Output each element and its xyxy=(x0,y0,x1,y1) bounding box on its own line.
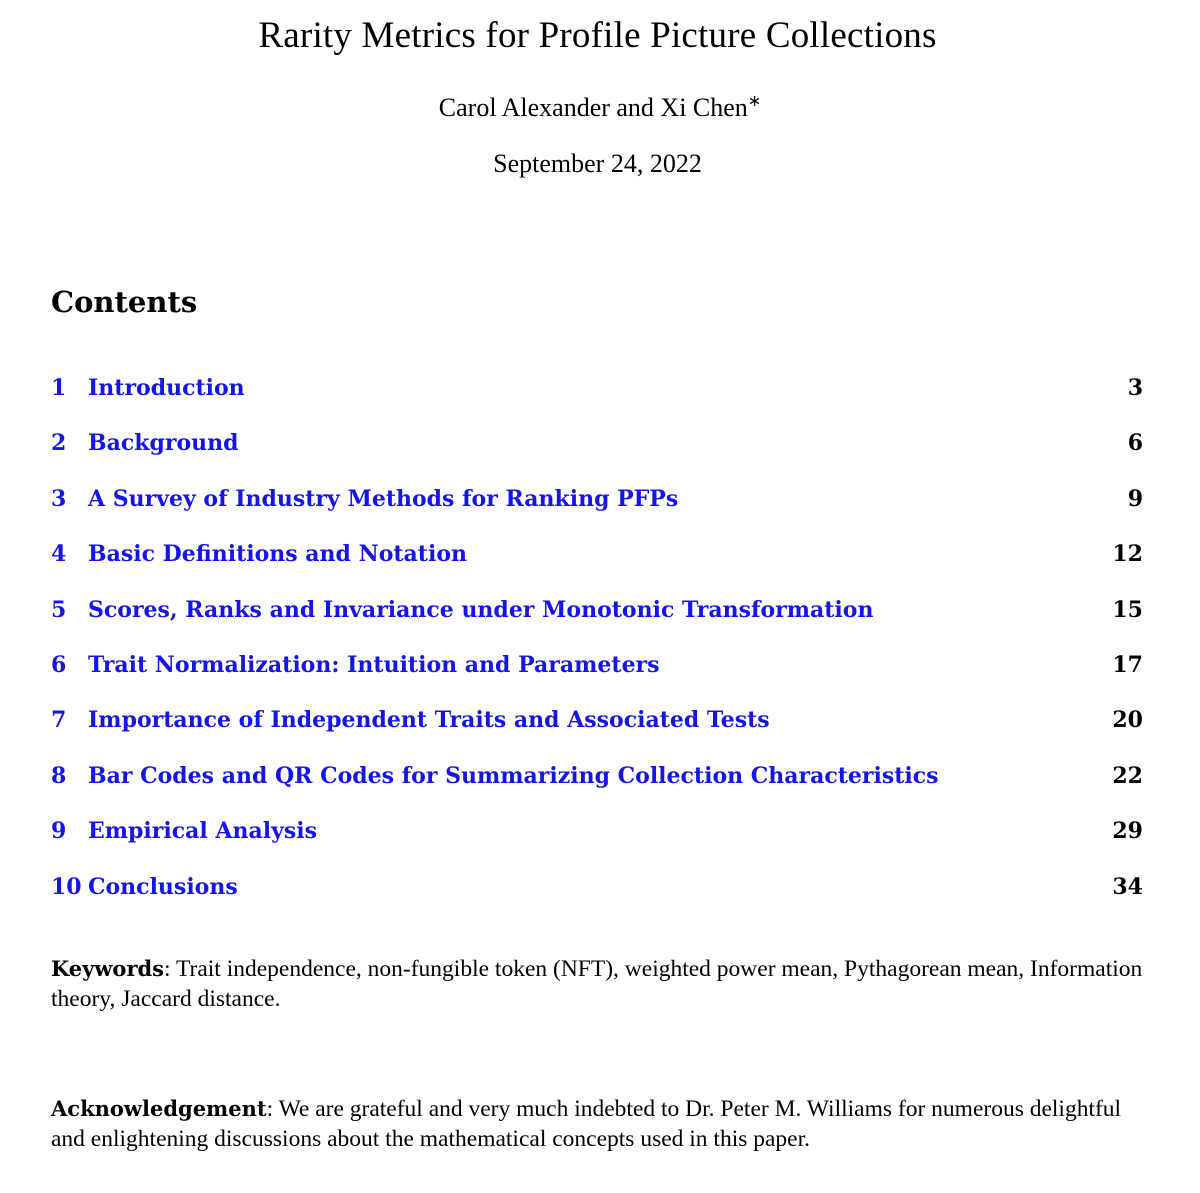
toc-entry[interactable] xyxy=(51,750,1143,805)
toc-page-number: 29 xyxy=(1112,818,1143,845)
toc-page-number: 17 xyxy=(1112,651,1143,678)
toc-section-link[interactable]: Bar Codes and QR Codes for Summarizing Collection Characteristics xyxy=(88,762,939,789)
toc-section-number[interactable]: 1 xyxy=(51,375,67,401)
toc-section-number[interactable]: 3 xyxy=(51,485,67,512)
toc-page-number: 12 xyxy=(1112,541,1143,568)
toc-entry[interactable] xyxy=(51,584,1143,639)
keywords-paragraph xyxy=(51,954,1146,1014)
toc-entry[interactable] xyxy=(51,694,1143,749)
toc-section-number[interactable]: 8 xyxy=(51,762,67,789)
toc-entry[interactable] xyxy=(51,805,1143,860)
toc-entry[interactable] xyxy=(51,473,1143,528)
toc-entry[interactable] xyxy=(51,417,1143,472)
toc-section-link[interactable]: Importance of Independent Traits and Associated Tests xyxy=(88,707,770,734)
toc-section-link[interactable]: A Survey of Industry Methods for Ranking PFPs xyxy=(88,485,679,512)
contents-heading: Contents xyxy=(51,285,198,319)
toc-section-number[interactable]: 6 xyxy=(51,651,67,678)
toc-entry[interactable] xyxy=(51,861,1143,916)
toc-page-number: 20 xyxy=(1112,707,1143,734)
toc-entry[interactable] xyxy=(51,639,1143,694)
keywords-text: : Trait independence, non-fungible token (NFT), weighted power mean, Pythagorean mean, Information theory, Jaccard distance. xyxy=(51,956,1143,1012)
toc-page-number: 9 xyxy=(1127,485,1143,512)
toc-section-link[interactable]: Background xyxy=(88,430,239,457)
toc-section-number[interactable]: 10 xyxy=(51,873,82,900)
paper-title: Rarity Metrics for Profile Picture Collections xyxy=(258,15,937,56)
toc-page-number: 22 xyxy=(1112,762,1143,789)
toc-page-number: 3 xyxy=(1127,375,1143,401)
toc-section-link[interactable]: Introduction xyxy=(88,375,245,401)
toc-page-number: 6 xyxy=(1127,430,1143,457)
acknowledgement-paragraph xyxy=(51,1094,1146,1154)
toc-entry[interactable] xyxy=(51,362,1143,417)
toc-section-number[interactable]: 9 xyxy=(51,818,67,845)
toc-section-link[interactable]: Basic Definitions and Notation xyxy=(88,541,467,568)
toc-page-number: 15 xyxy=(1112,596,1143,623)
keywords-label: Keywords xyxy=(51,956,165,981)
toc-section-number[interactable]: 4 xyxy=(51,541,67,568)
table-of-contents xyxy=(51,362,1143,916)
paper-date: September 24, 2022 xyxy=(493,149,702,178)
acknowledgement-label: Acknowledgement xyxy=(51,1096,267,1121)
toc-section-link[interactable]: Empirical Analysis xyxy=(88,818,317,845)
toc-section-number[interactable]: 5 xyxy=(51,596,67,623)
author-footnote-mark: ∗ xyxy=(747,93,762,110)
toc-section-number[interactable]: 7 xyxy=(51,707,67,734)
author-names: Carol Alexander and Xi Chen xyxy=(438,93,748,122)
paper-authors xyxy=(0,93,1200,123)
toc-section-number[interactable]: 2 xyxy=(51,430,67,457)
acknowledgement-text: : We are grateful and very much indebted to Dr. Peter M. Williams for numerous delightful and enlightening discussions about the mathematical concepts used in this paper. xyxy=(51,1096,1122,1152)
toc-section-link[interactable]: Trait Normalization: Intuition and Parameters xyxy=(88,651,660,678)
toc-page-number: 34 xyxy=(1112,873,1143,900)
toc-entry[interactable] xyxy=(51,528,1143,583)
toc-section-link[interactable]: Conclusions xyxy=(88,873,238,900)
toc-section-link[interactable]: Scores, Ranks and Invariance under Monotonic Transformation xyxy=(88,596,874,623)
